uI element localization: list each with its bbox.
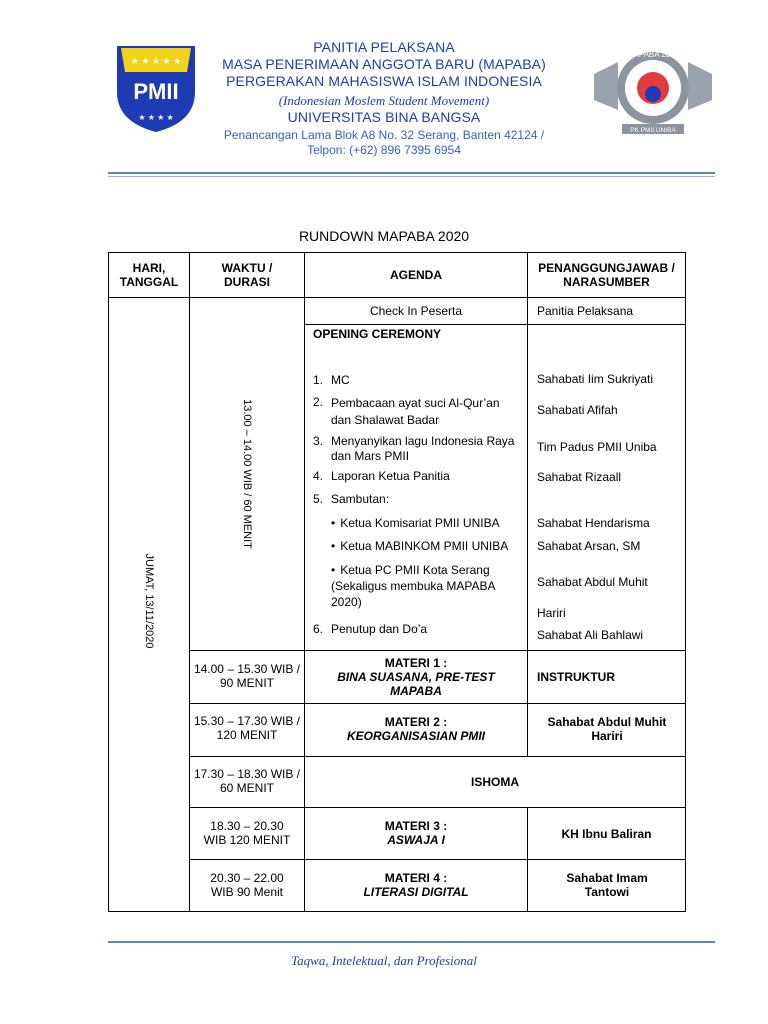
session-materi: MATERI 2 : xyxy=(384,715,448,729)
session-time: 15.30 – 17.30 WIB / 120 MENIT xyxy=(193,714,301,742)
ishoma-label: ISHOMA xyxy=(471,775,519,789)
footer-motto: Taqwa, Intelektual, dan Profesional xyxy=(291,953,477,968)
opening-title: OPENING CEREMONY xyxy=(313,327,442,341)
pmii-logo-text: PMII xyxy=(133,79,179,104)
session-time: 18.30 – 20.30 WIB 120 MENIT xyxy=(203,819,291,847)
sambutan-pj: Sahabat Arsan, SM xyxy=(537,539,641,553)
session-time: 14.00 – 15.30 WIB / 90 MENIT xyxy=(193,662,301,690)
session-materi: MATERI 1 : xyxy=(384,656,448,670)
header-divider xyxy=(108,172,715,174)
header-committee: PANITIA PELAKSANA xyxy=(313,39,455,55)
header-hari: HARI, TANGGAL xyxy=(108,252,190,298)
opening-item-num: 5. xyxy=(313,492,324,506)
sambutan-item: • Ketua PC PMII Kota Serang (Sekaligus membuka MAPABA 2020) xyxy=(331,562,501,610)
header-address: Penancangan Lama Blok A8 No. 32 Serang, Banten 42124 / xyxy=(223,128,545,142)
session-pj: KH Ibnu Baliran xyxy=(561,827,652,841)
sambutan-pj: Sahabat Abdul Muhit Hariri xyxy=(537,575,648,620)
session-pj: Sahabat Abdul Muhit Hariri xyxy=(547,715,667,743)
sambutan-item: • Ketua Komisariat PMII UNIBA xyxy=(331,516,500,530)
opening-item-num: 4. xyxy=(313,469,324,483)
header-penanggungjawab: PENANGGUNGJAWAB / NARASUMBER xyxy=(527,252,686,298)
session-pj: Sahabat Imam Tantowi xyxy=(566,871,648,899)
opening-item: MC xyxy=(331,373,350,387)
session-materi: MATERI 4 : xyxy=(384,871,448,885)
header-divider-thin xyxy=(108,176,715,177)
opening-item-num: 1. xyxy=(313,373,324,387)
header-event: MASA PENERIMAAN ANGGOTA BARU (MAPABA) xyxy=(222,56,546,72)
header-university: UNIVERSITAS BINA BANGSA xyxy=(287,109,481,125)
checkin-agenda: Check In Peserta xyxy=(369,304,463,318)
header-english-name: (Indonesian Moslem Student Movement) xyxy=(278,93,490,108)
opening-item-pj: Sahabat Rizaall xyxy=(537,470,622,484)
svg-text:★ ★ ★ ★: ★ ★ ★ ★ xyxy=(138,113,174,122)
opening-item-num: 3. xyxy=(313,434,324,448)
session-materi: MATERI 3 : xyxy=(384,819,448,833)
header-agenda: AGENDA xyxy=(304,252,528,298)
date-text: JUMAT, 13/11/2020 xyxy=(143,553,155,649)
session-pj: INSTRUKTUR xyxy=(537,670,615,684)
opening-item: Menyanyikan lagu Indonesia Raya dan Mars PMII xyxy=(331,434,515,463)
header-organization: PERGERAKAN MAHASISWA ISLAM INDONESIA xyxy=(226,73,542,89)
opening-item-pj: Tim Padus PMII Uniba xyxy=(537,440,657,454)
opening-time-text: 13.00 – 14.00 WIB / 60 MENIT xyxy=(241,399,253,549)
opening-item-num: 2. xyxy=(313,395,324,409)
opening-closing: Penutup dan Do’a xyxy=(331,622,428,636)
opening-item-pj: Sahabati Iim Sukriyati xyxy=(537,372,654,386)
opening-closing-pj: Sahabat Ali Bahlawi xyxy=(537,628,644,642)
session-time: 17.30 – 18.30 WIB / 60 MENIT xyxy=(193,767,301,795)
sambutan-pj: Sahabat Hendarisma xyxy=(537,516,650,530)
opening-closing-num: 6. xyxy=(313,622,324,636)
mapaba-logo-subtext: PK PMII UNIBA xyxy=(630,127,676,134)
session-topic: LITERASI DIGITAL xyxy=(363,885,469,899)
sambutan-item: • Ketua MABINKOM PMII UNIBA xyxy=(331,539,508,553)
header-phone: Telpon: (+62) 896 7395 6954 xyxy=(307,143,461,157)
opening-item-pj: Sahabati Afifah xyxy=(537,403,618,417)
session-time: 20.30 – 22.00 WIB 90 Menit xyxy=(210,871,284,899)
opening-item: Pembacaan ayat suci Al-Qur’an dan Shalawat Badar xyxy=(331,396,500,427)
session-topic: KEORGANISASIAN PMII xyxy=(346,729,485,743)
opening-item: Sambutan: xyxy=(331,492,390,506)
mapaba-logo-text: MAPABA 2020 xyxy=(626,50,680,59)
document-title: RUNDOWN MAPABA 2020 xyxy=(298,228,470,244)
checkin-pj: Panitia Pelaksana xyxy=(537,304,634,318)
session-topic: ASWAJA I xyxy=(387,833,445,847)
footer-divider xyxy=(108,941,715,943)
opening-item: Laporan Ketua Panitia xyxy=(331,469,450,483)
header-waktu: WAKTU / DURASI xyxy=(189,252,305,298)
session-topic: BINA SUASANA, PRE-TEST MAPABA xyxy=(337,670,495,698)
svg-text:★ ★ ★ ★ ★: ★ ★ ★ ★ ★ xyxy=(130,56,182,66)
